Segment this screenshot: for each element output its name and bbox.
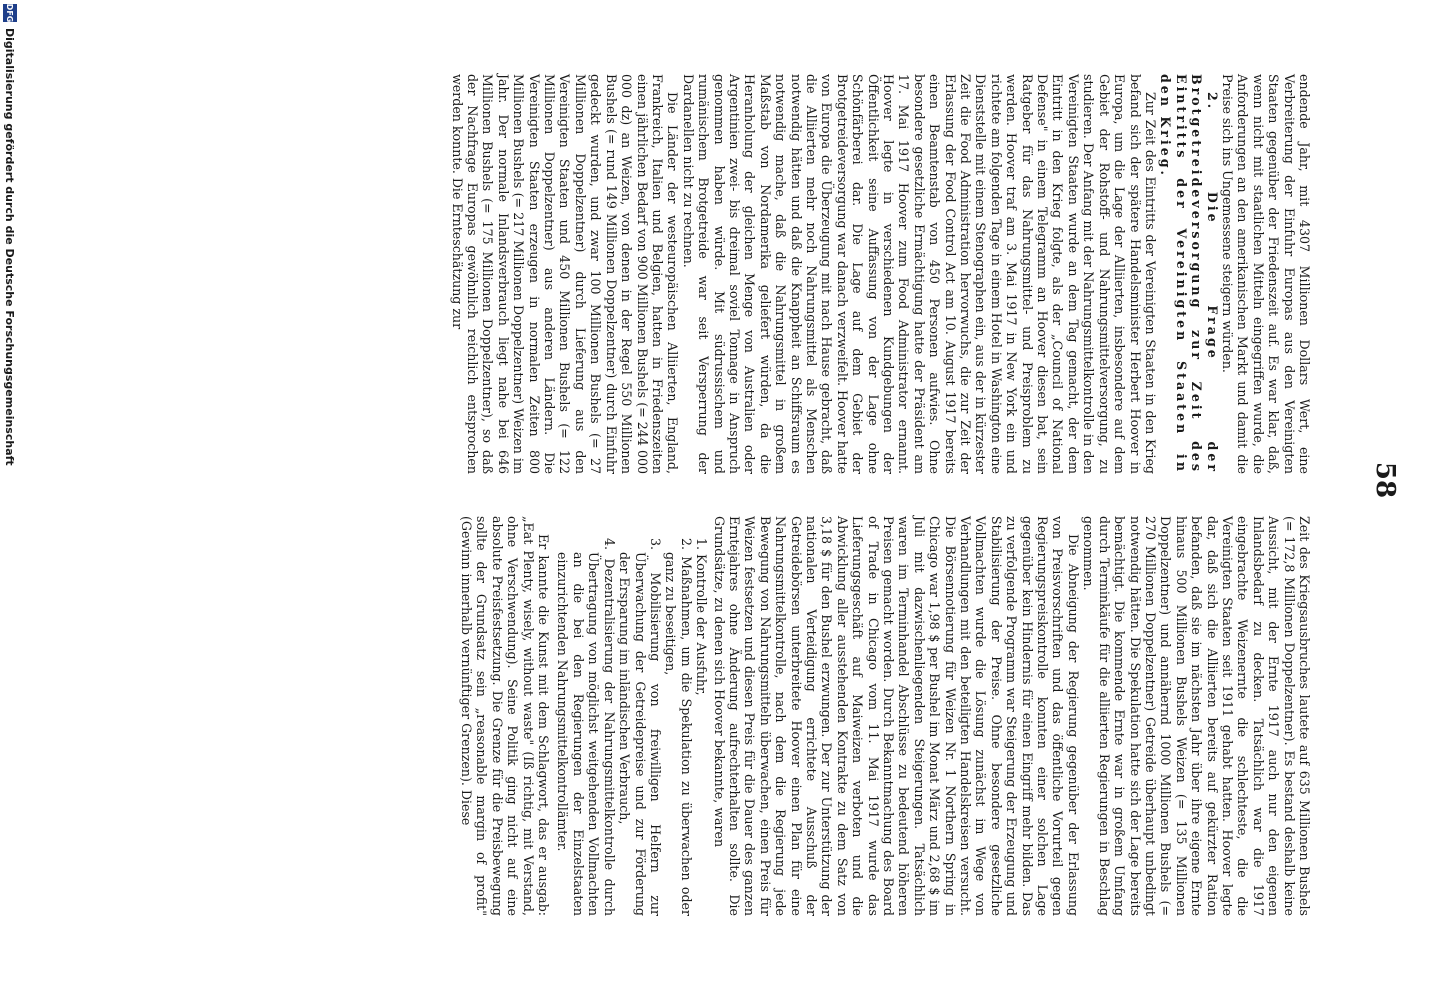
right-column xyxy=(459,516,1312,916)
list-item: 3. Mobilisierung von freiwilligen Helfern zur Überwachung der Getreidepreise und zur Förderung der Ersparung im inländischen Verbrauch, xyxy=(617,538,663,916)
left-column xyxy=(449,74,1312,474)
right-paragraph-1: Zeit des Kriegsausbruches lautete auf 635 Millionen Bushels (= 172,8 Millionen Doppelzentner). Es bestand deshalb keine Aussicht, mit der Ernte 1917 auch nur den eigenen Inlandsbedarf zu decken. Tatsächlich war die 1917 eingebrachte Weizenernte die schlechteste, die die Vereinigten Staaten seit 1911 gehabt hatten. Hoover legte dar, daß sich die Alliierten bereits auf gekürzter Ration befanden, daß sie im nächsten Jahr über ihre eigene Ernte hinaus 500 Millionen Bushels Weizen (= 135 Millionen Doppelzentner) und annähernd 1000 Millionen Bushels (= 270 Millionen Doppelzentner) Getreide überhaupt unbedingt notwendig hätten. Die Spekulation hatte sich der Lage bereits bemächtigt. Die kommende Ernte war in großem Umfang durch Terminkäufe für die alliierten Regierungen in Beschlag genommen. xyxy=(1081,516,1312,916)
page-number: 58 xyxy=(1370,461,1400,499)
dfg-logo-icon: DFG xyxy=(3,4,17,22)
footer-text: Digitalisierung gefördert durch die Deutsche Forschungsgemeinschaft xyxy=(3,28,17,466)
measures-list xyxy=(555,538,709,916)
list-item: 4. Dezentralisierung der Nahrungsmittelkontrolle durch Übertragung von möglichst weitgehenden Vollmachten an die bei den Regierungen der Einzelstaaten einzurichtenden Nahrungsmittelkontrollämter. xyxy=(555,538,617,916)
left-paragraph-2: Die Länder der westeuropäischen Alliierten, England, Frankreich, Italien und Belgien, hatten in Friedenszeiten einen jährlichen Bedarf von 900 Millionen Bushels (= 244 000 000 dz) an Weizen, von denen in der Regel 550 Millionen Bushels (= rund 149 Millionen Doppelzentner) durch Einfuhr gedeckt wurden, und zwar 100 Millionen Bushels (= 27 Millionen Doppelzentner) durch Lieferung aus den Vereinigten Staaten und 450 Millionen Bushels (= 122 Millionen Doppelzentner) aus anderen Ländern. Die Vereinigten Staaten erzeugen in normalen Zeiten 800 Millionen Bushels (= 217 Millionen Doppelzentner) Weizen im Jahr. Der normale Inlandsverbrauch liegt nahe bei 646 Millionen Bushels (= 175 Millionen Doppelzentner), so daß der Nachfrage Europas gewöhnlich reichlich entsprochen werden konnte. Die Ernteschätzung zur xyxy=(449,74,681,474)
left-paragraph-1: Zur Zeit des Eintritts der Vereinigten Staaten in den Krieg befand sich der spätere Handelsminister Herbert Hoover in Europa, um die Lage der Alliierten, insbesondere auf dem Gebiet der Rohstoff- und Nahrungsmittelversorgung, zu studieren. Der Anfang mit der Nahrungsmittelkontrolle in den Vereinigten Staaten wurde an dem Tag gemacht, der dem Eintritt in den Krieg folgte, als der „Council of National Defense" in einem Telegramm an Hoover diesen bat, sein Ratgeber für das Nahrungsmittel- und Preisproblem zu werden. Hoover traf am 3. Mai 1917 in New York ein und richtete am folgenden Tage in einem Hotel in Washington eine Dienststelle mit einem Stenographen ein, aus der in kürzester Zeit die Food Administration hervorwuchs, die zur Zeit der Erlassung der Food Control Act am 10. August 1917 bereits einen Beamtenstab von 450 Personen aufwies. Ohne besondere gesetzliche Ermächtigung hatte der Präsident am 17. Mai 1917 Hoover zum Food Administrator ernannt. Hoover legte in verschiedenen Kundgebungen der Öffentlichkeit seine Auffassung von der Lage ohne Schönfärberei dar. Die Lage auf dem Gebiet der Brotgetreideversorgung war danach verzweifelt. Hoover hatte von Europa die Überzeugung mit nach Hause gebracht, daß die Alliierten mehr noch Nahrungsmittel als Menschen notwendig hätten und daß die Knappheit an Schiffsraum es notwendig mache, daß die Nahrungsmittel in großem Maßstab von Nordamerika geliefert würden, da die Heranholung der gleichen Menge von Australien oder Argentinien zwei- bis dreimal soviel Tonnage in Anspruch genommen haben würde. Mit südrussischem und rumänischem Brotgetreide war seit Versperrung der Dardanellen nicht zu rechnen. xyxy=(680,74,1158,474)
right-paragraph-3: Er kannte die Kunst mit dem Schlagwort, das er ausgab: „Eat Plenty, wisely, without waste" (Iß richtig, mit Verstand, ohne Verschwendung). Seine Politik ging nicht auf eine absolute Preisfestsetzung. Die Grenze für die Preisbewegung sollte der Grundsatz sein „reasonable margin of profit" (Gewinn innerhalb vernünftiger Grenzen). Diese xyxy=(459,516,552,916)
footer xyxy=(0,0,20,960)
list-item: 1. Kontrolle der Ausfuhr, xyxy=(694,538,710,696)
section-heading: 2. Die Frage der Brotgetreideversorgung zur Zeit des Eintritts der Vereinigten Staaten in den Krieg. xyxy=(1158,74,1220,474)
list-item: 2. Maßnahmen, um die Spekulation zu überwachen oder ganz zu beseitigen, xyxy=(663,538,694,916)
left-intro-paragraph: endende Jahr, mit 4307 Millionen Dollars Wert, eine Verbreiterung der Einfuhr Europas aus den Vereinigten Staaten gegenüber der Friedenszeit auf. Es war klar, daß, wenn nicht mit staatlichen Mitteln eingegriffen wurde, die Anforderungen an den amerikanischen Markt und damit die Preise sich ins Ungemessene steigern würden. xyxy=(1219,74,1312,474)
right-paragraph-2: Die Abneigung der Regierung gegenüber der Erlassung von Preisvorschriften und das öffentliche Vorurteil gegen Regierungspreiskontrolle konnten einer solchen Lage gegenüber kein Hindernis für einen Eingriff mehr bilden. Das zu verfolgende Programm war Steigerung der Erzeugung und Stabilisierung der Preise. Ohne besondere gesetzliche Vollmachten wurde die Lösung zunächst im Wege von Verhandlungen mit den beteiligten Handelskreisen versucht. Die Börsennotierung für Weizen Nr. 1 Northern Spring in Chicago war 1,98 $ per Bushel im Monat März und 2,68 $ im Juli mit dazwischenliegenden Steigerungen. Tatsächlich waren im Terminhandel Abschlüsse zu bedeutend höheren Preisen gemacht worden. Durch Bekanntmachung des Board of Trade in Chicago vom 11. Mai 1917 wurde das Lieferungsgeschäft auf Maiweizen verboten und die Abwicklung aller ausstehenden Kontrakte zu dem Satz von 3,18 $ für den Bushel erzwungen. Der zur Unterstützung der nationalen Verteidigung errichtete Ausschuß der Getreidebörsen unterbreitete Hoover einen Plan für eine Nahrungsmittelkontrolle, nach dem die Regierung jede Bewegung von Nahrungsmitteln überwachen, einen Preis für Weizen festsetzen und diesen Preis für die Dauer des ganzen Erntejahres ohne Änderung aufrechterhalten sollte. Die Grundsätze, zu denen sich Hoover bekannte, waren xyxy=(711,516,1081,916)
